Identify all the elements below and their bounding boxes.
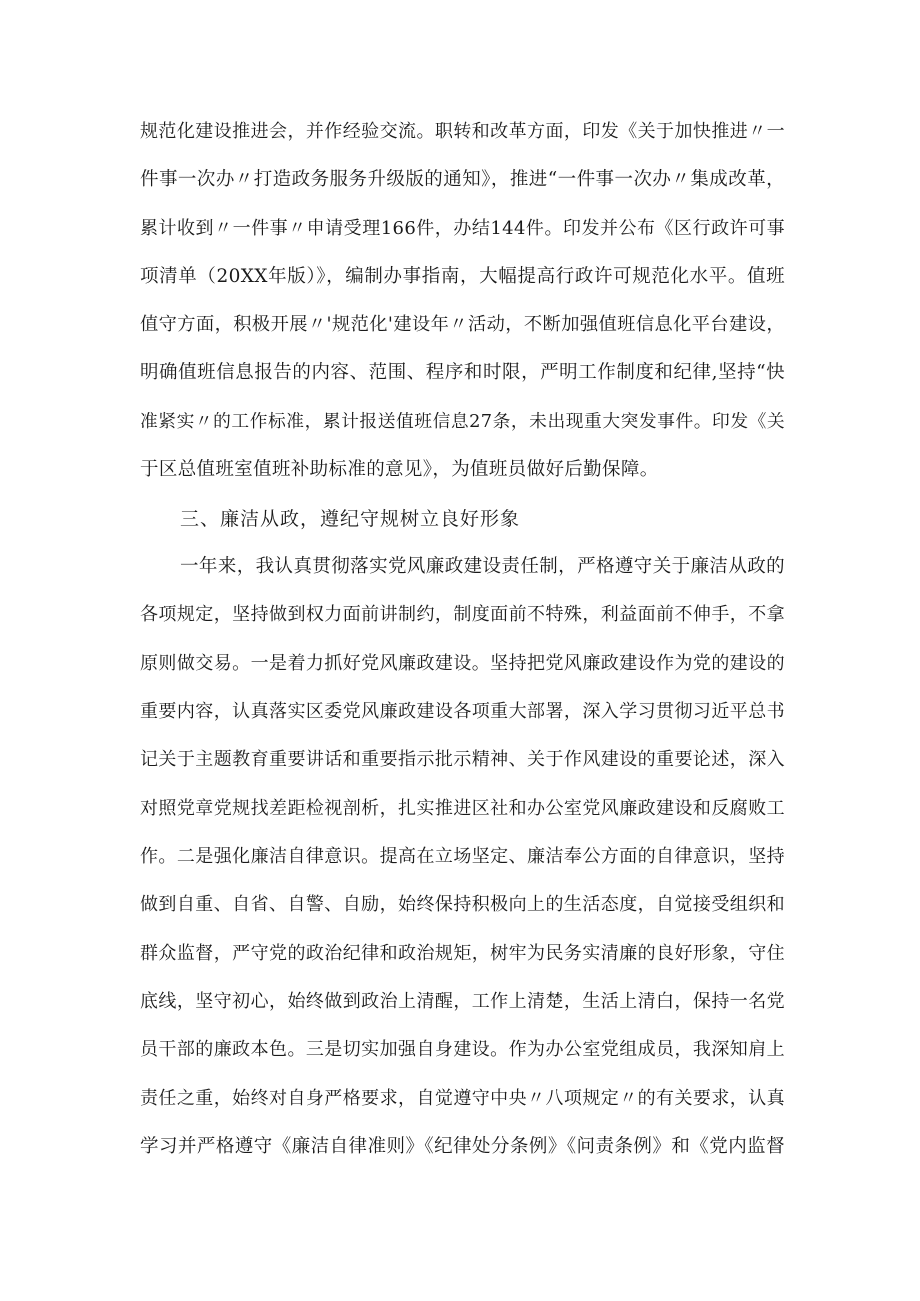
paragraph-2-line-12: 责任之重，始终对自身严格要求，自觉遵守中央〃八项规定〃的有关要求，认真 bbox=[140, 1088, 785, 1109]
paragraph-2-line-9: 群众监督，严守党的政治纪律和政治规矩，树牢为民务实清廉的良好形象，守住 bbox=[140, 943, 785, 964]
paragraph-1-line-2: 件事一次办〃打造政务服务升级版的通知》，推进“一件事一次办〃集成改革， bbox=[140, 169, 785, 190]
paragraph-2-line-3: 原则做交易。一是着力抓好党风廉政建设。坚持把党风廉政建设作为党的建设的 bbox=[140, 653, 785, 674]
paragraph-1-line-3: 累计收到〃一件事〃申请受理166件，办结144件。印发并公布《区行政许可事 bbox=[140, 218, 785, 239]
paragraph-1-line-8: 于区总值班室值班补助标准的意见》，为值班员做好后勤保障。 bbox=[140, 459, 659, 480]
paragraph-1-line-4: 项清单（20XX年版）》，编制办事指南，大幅提高行政许可规范化水平。值班 bbox=[140, 266, 785, 287]
section-heading: 三、廉洁从政，遵纪守规树立良好形象 bbox=[180, 508, 521, 530]
paragraph-2-line-6: 对照党章党规找差距检视剖析，扎实推进区社和办公室党风廉政建设和反腐败工 bbox=[140, 798, 785, 819]
paragraph-2-line-4: 重要内容，认真落实区委党风廉政建设各项重大部署，深入学习贯彻习近平总书 bbox=[140, 701, 785, 722]
paragraph-2-line-13: 学习并严格遵守《廉洁自律准则》《纪律处分条例》《问责条例》和《党内监督 bbox=[140, 1136, 785, 1157]
paragraph-1-line-5: 值守方面，积极开展〃'规范化'建设年〃活动，不断加强值班信息化平台建设， bbox=[140, 314, 785, 335]
paragraph-2-line-8: 做到自重、自省、自警、自励，始终保持积极向上的生活态度，自觉接受组织和 bbox=[140, 894, 785, 915]
paragraph-1-line-1: 规范化建设推进会，并作经验交流。职转和改革方面，印发《关于加快推进〃一 bbox=[140, 121, 785, 142]
paragraph-2-line-7: 作。二是强化廉洁自律意识。提高在立场坚定、廉洁奉公方面的自律意识，坚持 bbox=[140, 846, 785, 867]
paragraph-2-line-11: 员干部的廉政本色。三是切实加强自身建设。作为办公室党组成员，我深知肩上 bbox=[140, 1039, 785, 1060]
paragraph-2-line-5: 记关于主题教育重要讲话和重要指示批示精神、关于作风建设的重要论述，深入 bbox=[140, 749, 785, 770]
paragraph-1-line-7: 准紧实〃的工作标准，累计报送值班信息27条，未出现重大突发事件。印发《关 bbox=[140, 412, 785, 432]
paragraph-2-line-10: 底线，坚守初心，始终做到政治上清醒，工作上清楚，生活上清白，保持一名党 bbox=[140, 991, 785, 1012]
paragraph-2-line-2: 各项规定，坚持做到权力面前讲制约，制度面前不特殊，利益面前不伸手，不拿 bbox=[140, 604, 785, 625]
paragraph-1-line-6: 明确值班信息报告的内容、范围、程序和时限，严明工作制度和纪律,坚持“快 bbox=[140, 362, 785, 383]
paragraph-2-line-1: 一年来，我认真贯彻落实党风廉政建设责任制，严格遵守关于廉洁从政的 bbox=[180, 556, 785, 577]
